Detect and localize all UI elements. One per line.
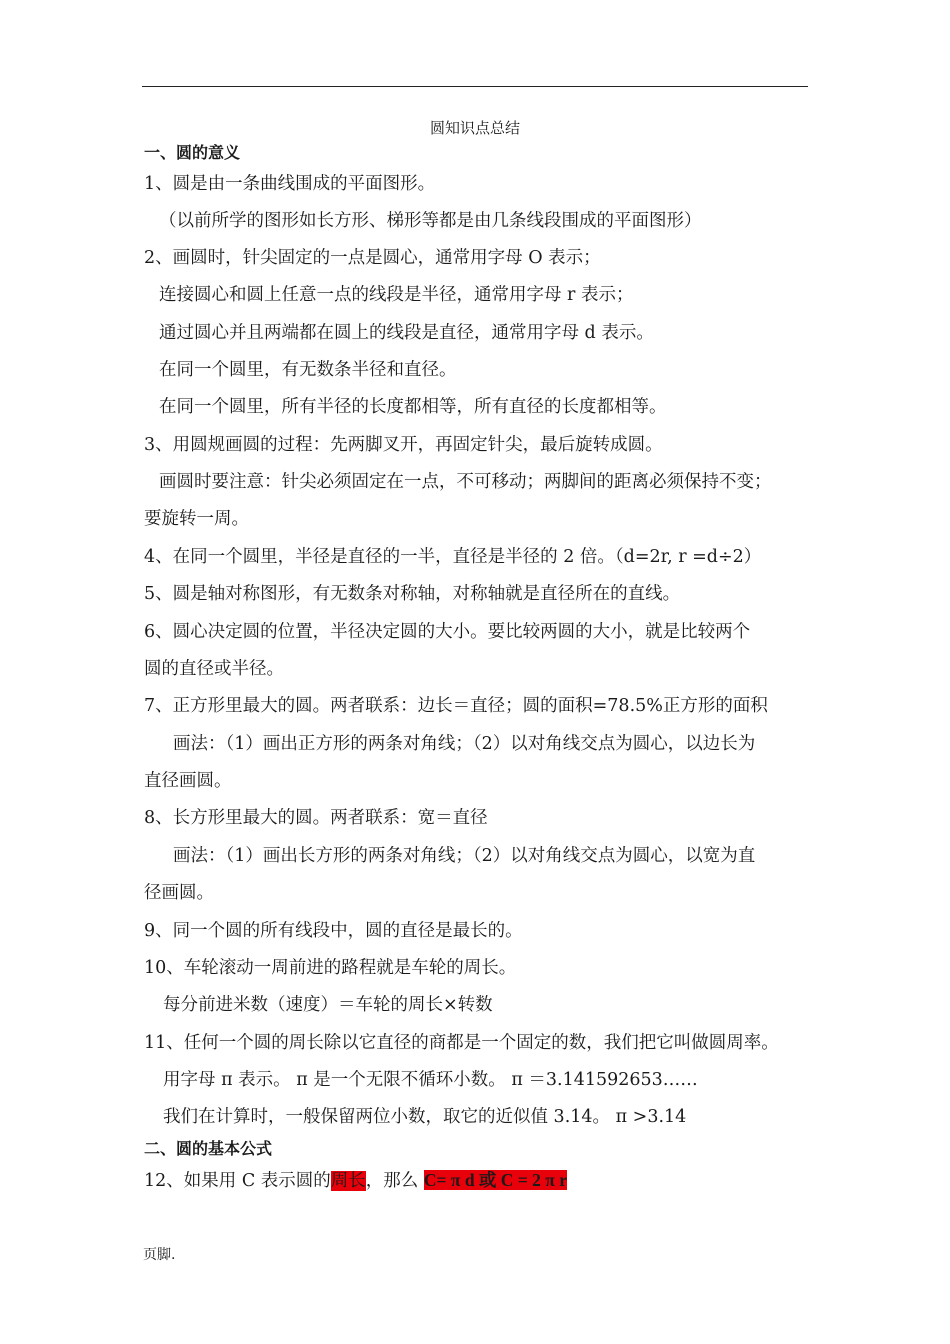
document-title: 圆知识点总结 <box>429 119 520 137</box>
paragraph-11-pi: 用字母 π 表示。 π 是一个无限不循环小数。 π ＝3.141592653…… <box>163 1070 698 1090</box>
paragraph-2: 2、画圆时，针尖固定的一点是圆心，通常用字母 O 表示； <box>144 248 601 268</box>
paragraph-6: 6、圆心决定圆的位置，半径决定圆的大小。要比较两圆的大小，就是比较两个 <box>144 622 751 642</box>
paragraph-3-note: 画圆时要注意：针尖必须固定在一点，不可移动；两脚间的距离必须保持不变； <box>159 472 772 492</box>
paragraph-3: 3、用圆规画圆的过程：先两脚叉开，再固定针尖，最后旋转成圆。 <box>144 435 663 455</box>
paragraph-7-method: 画法：（1）画出正方形的两条对角线；（2）以对角线交点为圆心，以边长为 <box>173 734 756 754</box>
paragraph-11-approx: 我们在计算时，一般保留两位小数，取它的近似值 3.14。 π >3.14 <box>163 1107 687 1127</box>
paragraph-10-speed: 每分前进米数（速度）＝车轮的周长×转数 <box>163 995 493 1015</box>
paragraph-12-text: 12、如果用 C 表示圆的 <box>144 1171 331 1191</box>
paragraph-12 <box>144 1169 567 1192</box>
paragraph-2-radius: 连接圆心和圆上任意一点的线段是半径，通常用字母 r 表示； <box>159 285 634 305</box>
paragraph-7: 7、正方形里最大的圆。两者联系：边长＝直径；圆的面积=78.5%正方形的面积 <box>144 696 768 716</box>
section-heading-1: 一、圆的意义 <box>144 143 241 162</box>
paragraph-9: 9、同一个圆的所有线段中，圆的直径是最长的。 <box>144 921 523 941</box>
highlight-circumference: 周长 <box>330 1171 366 1191</box>
paragraph-8-cont: 径画圆。 <box>144 883 214 903</box>
paragraph-1-note: （以前所学的图形如长方形、梯形等都是由几条线段围成的平面图形） <box>159 211 702 231</box>
paragraph-1: 1、圆是由一条曲线围成的平面图形。 <box>144 174 436 194</box>
paragraph-2-diameter: 通过圆心并且两端都在圆上的线段是直径，通常用字母 d 表示。 <box>159 323 654 343</box>
paragraph-12-mid: ，那么 <box>365 1171 424 1191</box>
circumference-formula: C= π d 或 C = 2 π r <box>423 1170 568 1190</box>
paragraph-4: 4、在同一个圆里，半径是直径的一半，直径是半径的 2 倍。（d=2r, r =d÷2） <box>144 547 762 567</box>
paragraph-7-cont: 直径画圆。 <box>144 771 232 791</box>
paragraph-8-method: 画法：（1）画出长方形的两条对角线；（2）以对角线交点为圆心，以宽为直 <box>173 846 756 866</box>
section-heading-2: 二、圆的基本公式 <box>144 1139 273 1158</box>
header-rule <box>142 86 808 87</box>
paragraph-6-cont: 圆的直径或半径。 <box>144 659 284 679</box>
paragraph-8: 8、长方形里最大的圆。两者联系：宽＝直径 <box>144 808 488 828</box>
page-footer: 页脚. <box>143 1247 176 1263</box>
paragraph-3-cont: 要旋转一周。 <box>144 509 249 529</box>
paragraph-2-infinite: 在同一个圆里，有无数条半径和直径。 <box>159 360 457 380</box>
paragraph-2-equal: 在同一个圆里，所有半径的长度都相等，所有直径的长度都相等。 <box>159 397 667 417</box>
paragraph-10: 10、车轮滚动一周前进的路程就是车轮的周长。 <box>144 958 517 978</box>
paragraph-11: 11、任何一个圆的周长除以它直径的商都是一个固定的数，我们把它叫做圆周率。 <box>144 1033 779 1053</box>
paragraph-5: 5、圆是轴对称图形，有无数条对称轴，对称轴就是直径所在的直线。 <box>144 584 681 604</box>
